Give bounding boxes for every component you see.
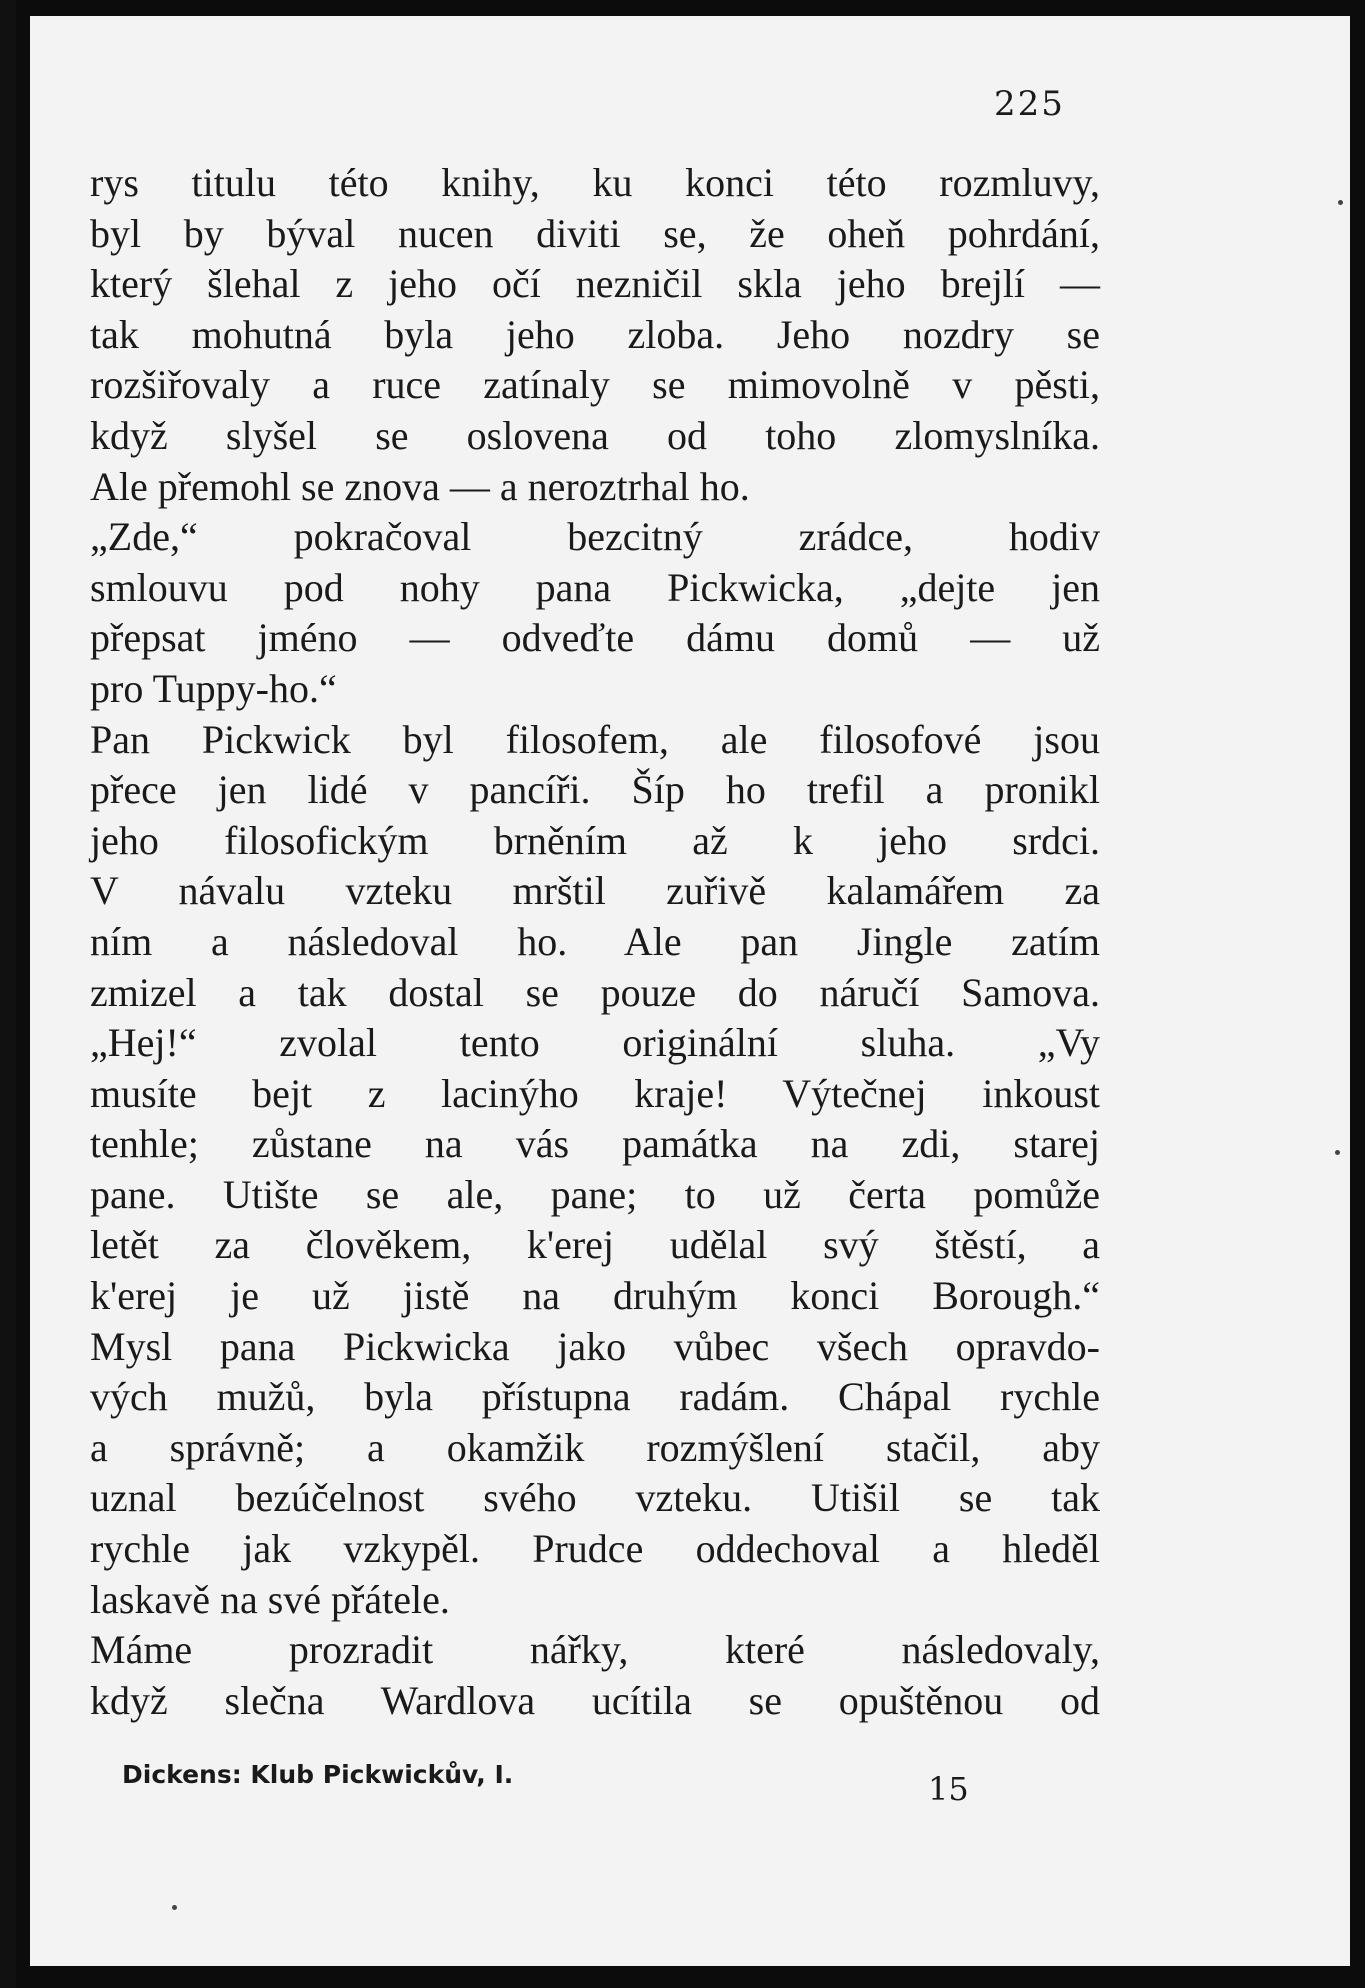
text-line: „Zde,“ pokračoval bezcitný zrádce, hodiv bbox=[90, 514, 1100, 560]
scan-border bbox=[0, 0, 16, 1988]
text-line: který šlehal z jeho očí nezničil skla jeho brejlí — bbox=[90, 261, 1100, 307]
text-line: V návalu vzteku mrštil zuřivě kalamářem za bbox=[90, 868, 1100, 914]
text-line: Mysl pana Pickwicka jako vůbec všech opravdo- bbox=[90, 1323, 1100, 1369]
text-line: Máme prozradit nářky, které následovaly, bbox=[90, 1627, 1100, 1673]
scan-speck bbox=[1335, 1150, 1340, 1155]
text-line: tak mohutná byla jeho zloba. Jeho nozdry se bbox=[90, 311, 1100, 357]
text-line: k'erej je už jistě na druhým konci Borough.“ bbox=[90, 1273, 1100, 1319]
text-line: přece jen lidé v pancíři. Šíp ho trefil a pronikl bbox=[90, 767, 1100, 813]
text-line: přepsat jméno — odveďte dámu domů — už bbox=[90, 615, 1100, 661]
text-line: když slečna Wardlova ucítila se opuštěnou od bbox=[90, 1677, 1100, 1723]
text-line: Ale přemohl se znova — a neroztrhal ho. bbox=[90, 463, 750, 509]
text-line: laskavě na své přátele. bbox=[90, 1576, 450, 1622]
text-line: rychle jak vzkypěl. Prudce oddechoval a hleděl bbox=[90, 1526, 1100, 1572]
text-line: a správně; a okamžik rozmýšlení stačil, aby bbox=[90, 1424, 1100, 1470]
text-line: jeho filosofickým brněním až k jeho srdci. bbox=[90, 817, 1100, 863]
text-line: smlouvu pod nohy pana Pickwicka, „dejte jen bbox=[90, 564, 1100, 610]
text-line: byl by býval nucen diviti se, že oheň pohrdání, bbox=[90, 210, 1100, 256]
text-line: rys titulu této knihy, ku konci této rozmluvy, bbox=[90, 160, 1100, 205]
body-text bbox=[90, 158, 1100, 1726]
text-line: když slyšel se oslovena od toho zlomyslníka. bbox=[90, 412, 1100, 458]
signature-mark: 15 bbox=[928, 1770, 969, 1808]
page-number: 225 bbox=[994, 84, 1065, 124]
text-line: zmizel a tak dostal se pouze do náručí Samova. bbox=[90, 969, 1100, 1015]
scan-speck bbox=[1338, 200, 1343, 205]
text-line: rozšiřovaly a ruce zatínaly se mimovolně v pěsti, bbox=[90, 362, 1100, 408]
text-line: tenhle; zůstane na vás památka na zdi, starej bbox=[90, 1121, 1100, 1167]
text-line: vých mužů, byla přístupna radám. Chápal rychle bbox=[90, 1374, 1100, 1420]
text-line: uznal bezúčelnost svého vzteku. Utišil se tak bbox=[90, 1475, 1100, 1521]
scan-speck bbox=[172, 1905, 177, 1910]
text-line: „Hej!“ zvolal tento originální sluha. „Vy bbox=[90, 1020, 1100, 1066]
text-line: musíte bejt z lacinýho kraje! Výtečnej inkoust bbox=[90, 1070, 1100, 1116]
text-line: ním a následoval ho. Ale pan Jingle zatím bbox=[90, 918, 1100, 964]
text-line: pane. Utište se ale, pane; to už čerta pomůže bbox=[90, 1171, 1100, 1217]
footer-book-title: Dickens: Klub Pickwickův, I. bbox=[122, 1760, 514, 1789]
text-line: pro Tuppy-ho.“ bbox=[90, 665, 337, 711]
text-line: letět za člověkem, k'erej udělal svý štěstí, a bbox=[90, 1222, 1100, 1268]
text-line: Pan Pickwick byl filosofem, ale filosofové jsou bbox=[90, 716, 1100, 762]
